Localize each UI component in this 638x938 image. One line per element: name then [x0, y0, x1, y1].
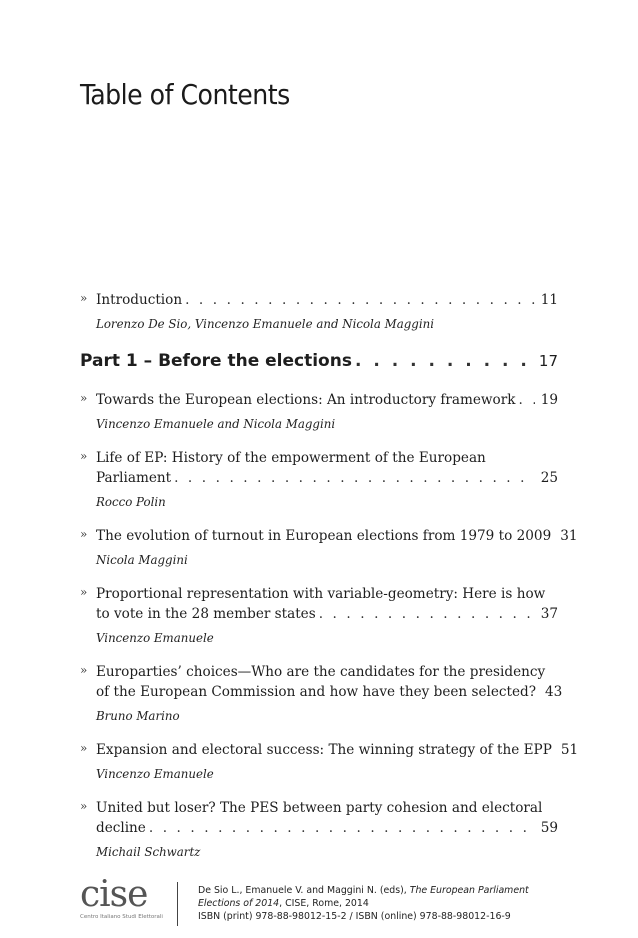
citation [198, 884, 568, 923]
toc-entry[interactable] [80, 390, 558, 432]
entry-author: Michail Schwartz [96, 845, 201, 859]
entry-title-line: Life of EP: History of the empowerment of the European [96, 450, 486, 466]
leader-dots [171, 468, 535, 488]
page-number: 17 [538, 352, 558, 370]
page-number: 59 [540, 820, 558, 836]
entry-author: Vincenzo Emanuele and Nicola Maggini [96, 417, 336, 431]
entry-title-continued: Parliament [96, 470, 172, 486]
page-number: 25 [540, 470, 558, 486]
page-number: 43 [545, 684, 563, 700]
entry-title-line: Proportional representation with variable-geometry: Here is how [96, 586, 546, 602]
bullet-marker: » [80, 799, 88, 813]
bullet-marker: » [80, 741, 88, 755]
toc-entry[interactable] [80, 740, 579, 782]
entry-title-line: Europarties’ choices—Who are the candidates for the presidency [96, 664, 546, 680]
leader-dots [146, 818, 535, 838]
toc-entry[interactable] [80, 584, 558, 646]
toc-entry[interactable] [80, 662, 563, 724]
entry-title: The evolution of turnout in European elections from 1979 to 2009 [96, 528, 552, 544]
toc-line [96, 818, 558, 838]
toc-entry[interactable] [80, 798, 558, 860]
part-title: Part 1 – Before the elections [80, 351, 352, 371]
toc-line [96, 290, 558, 310]
logo-wordmark: cise [80, 874, 148, 915]
bullet-marker: » [80, 585, 88, 599]
page-title: Table of Contents [80, 78, 290, 111]
citation-isbn: ISBN (print) 978-88-98012-15-2 / ISBN (online) 978-88-98012-16-9 [198, 911, 511, 922]
leader-dots [352, 350, 533, 372]
part-heading[interactable] [80, 350, 558, 372]
toc-line [96, 526, 578, 546]
bullet-marker: » [80, 449, 88, 463]
footer-divider [177, 882, 178, 926]
toc-line [96, 740, 579, 760]
bullet-marker: » [80, 291, 88, 305]
citation-publisher: , CISE, Rome, 2014 [279, 898, 369, 909]
table-of-contents [80, 290, 579, 876]
toc-line [96, 604, 558, 624]
page-number: 31 [560, 528, 578, 544]
entry-title: Introduction [96, 292, 183, 308]
entry-title: Expansion and electoral success: The winning strategy of the EPP [96, 742, 552, 758]
entry-author: Vincenzo Emanuele [96, 767, 214, 781]
bullet-marker: » [80, 391, 88, 405]
citation-title: The European Parliament Elections of 2014 [198, 885, 529, 909]
entry-author: Bruno Marino [96, 709, 180, 723]
toc-line [96, 390, 558, 410]
page-number: 37 [540, 606, 558, 622]
logo-subtitle: Centro Italiano Studi Elettorali [80, 914, 163, 920]
toc-entry-introduction[interactable] [80, 290, 558, 332]
toc-line [80, 350, 558, 372]
entry-author: Rocco Polin [96, 495, 166, 509]
leader-dots [182, 290, 535, 310]
leader-dots [515, 390, 534, 410]
toc-line [96, 682, 563, 702]
entry-title: Towards the European elections: An introductory framework [96, 392, 516, 408]
page-footer [80, 874, 558, 926]
entry-title-continued: of the European Commission and how have they been selected? [96, 684, 537, 700]
toc-line [96, 468, 558, 488]
page-number: 51 [560, 742, 579, 758]
entry-title-continued: to vote in the 28 member states [96, 606, 316, 622]
bullet-marker: » [80, 663, 88, 677]
leader-dots [316, 604, 535, 624]
page-number: 11 [540, 292, 558, 308]
entry-title-continued: decline [96, 820, 146, 836]
cise-logo [80, 874, 166, 920]
entry-author: Vincenzo Emanuele [96, 631, 214, 645]
toc-entry[interactable] [80, 448, 558, 510]
entry-title-line: United but loser? The PES between party cohesion and electoral [96, 800, 543, 816]
page-number: 19 [540, 392, 558, 408]
entry-author: Lorenzo De Sio, Vincenzo Emanuele and Nicola Maggini [96, 317, 434, 331]
toc-entry[interactable] [80, 526, 578, 568]
entry-author: Nicola Maggini [96, 553, 188, 567]
bullet-marker: » [80, 527, 88, 541]
citation-authors: De Sio L., Emanuele V. and Maggini N. (eds), [198, 885, 407, 896]
